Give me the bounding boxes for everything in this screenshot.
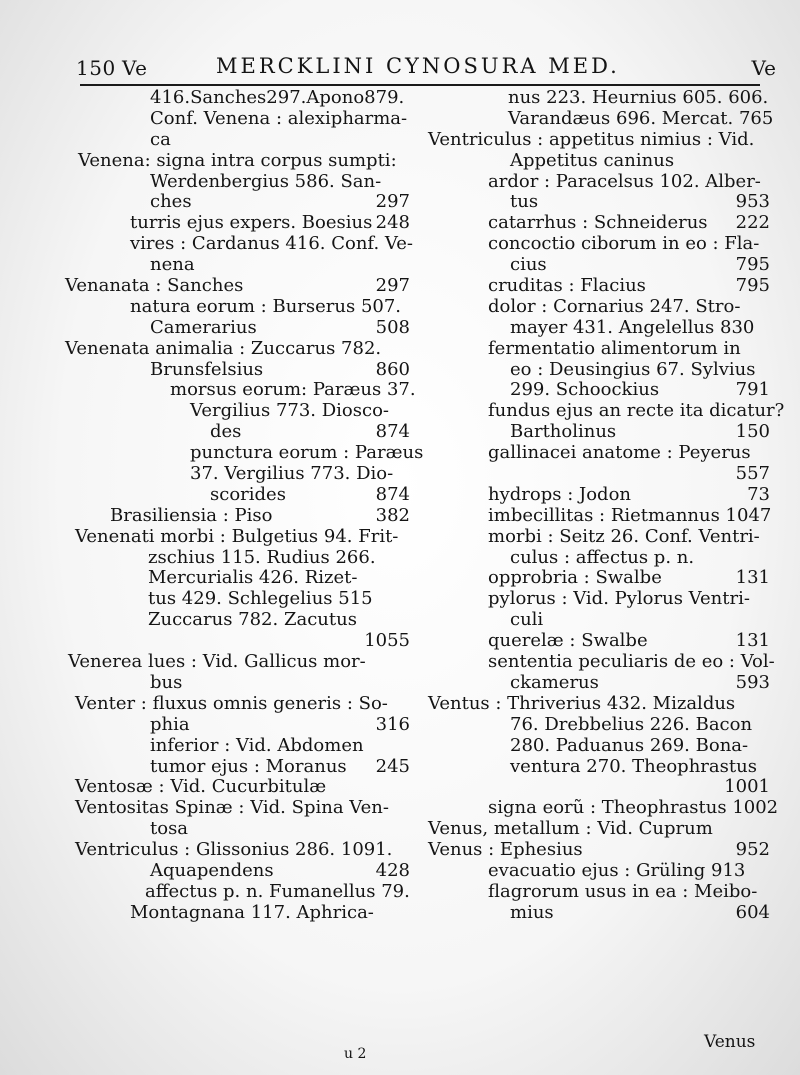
index-entry-text: 299. Schoockius (510, 379, 660, 401)
index-line (418, 568, 770, 589)
index-entry-text: Mercurialis 426. Rizet- (148, 567, 358, 589)
page-reference: 557 (735, 463, 770, 485)
index-entry-text: Werdenbergius 586. San- (150, 170, 382, 192)
index-line (418, 151, 770, 172)
page-reference: 297 (375, 191, 410, 213)
index-line (60, 631, 410, 652)
index-entry-text: Ventosæ : Vid. Cucurbitulæ (75, 776, 327, 798)
index-line (418, 840, 770, 861)
index-line (60, 213, 410, 234)
index-entry-text: bus (150, 671, 183, 693)
index-line (60, 777, 410, 798)
index-line (60, 276, 410, 297)
index-line (60, 589, 410, 610)
index-line (60, 652, 410, 673)
index-line (60, 736, 410, 757)
index-entry-text: ca (150, 128, 171, 150)
index-line (418, 360, 770, 381)
index-entry-text: Appetitus caninus (510, 149, 675, 171)
index-entry-text: 37. Vergilius 773. Dio- (190, 463, 394, 485)
index-line (418, 443, 770, 464)
page-reference: 874 (375, 483, 410, 505)
index-entry-text: tus 429. Schlegelius 515 (148, 588, 373, 610)
index-line (60, 757, 410, 778)
index-entry-text: Ventriculus : Glissonius 286. 1091. (75, 839, 393, 861)
page-reference: 1001 (724, 776, 770, 798)
index-entry-text: nena (150, 254, 195, 276)
index-entry-text: des (210, 421, 242, 443)
index-line (418, 318, 770, 339)
index-entry-text: sententia peculiaris de eo : Vol- (488, 651, 775, 673)
index-line (418, 673, 770, 694)
index-line (60, 673, 410, 694)
index-line (418, 861, 770, 882)
index-line (418, 422, 770, 443)
page-reference: 73 (747, 483, 770, 505)
index-line (418, 903, 770, 924)
index-line (60, 819, 410, 840)
index-entry-text: Venenata animalia : Zuccarus 782. (65, 337, 382, 359)
page-reference: 604 (735, 901, 770, 923)
index-line (60, 339, 410, 360)
index-entry-text: tus (510, 191, 539, 213)
index-entry-text: imbecillitas : Rietmannus 1047 (488, 504, 772, 526)
index-entry-text: vires : Cardanus 416. Conf. Ve- (130, 233, 413, 255)
index-line (418, 297, 770, 318)
index-entry-text: mius (510, 901, 554, 923)
page-reference: 795 (735, 254, 770, 276)
index-line (418, 107, 774, 130)
index-line (418, 380, 770, 401)
index-entry-text: tosa (150, 818, 189, 840)
index-line (60, 715, 410, 736)
index-entry-text: Brasiliensia : Piso (110, 504, 273, 526)
index-entry-text: ches (150, 191, 192, 213)
index-line (60, 109, 410, 130)
running-title: MERCKLINI CYNOSURA MED. (216, 54, 620, 78)
index-entry-text: Venanata : Sanches (65, 275, 244, 297)
index-entry-text: ventura 270. Theophrastus (510, 755, 757, 777)
index-entry-text: Venus, metallum : Vid. Cuprum (428, 818, 713, 840)
index-entry-text: scorides (210, 483, 286, 505)
index-line (60, 318, 410, 339)
index-entry-text: Brunsfelsius (150, 358, 264, 380)
page-reference: 860 (375, 358, 410, 380)
index-entry-text: natura eorum : Burserus 507. (130, 295, 402, 317)
page-reference: 508 (375, 316, 410, 338)
header-rule (80, 84, 760, 86)
index-line (418, 548, 770, 569)
index-entry-text: signa eorũ : Theophrastus 1002 (488, 797, 779, 819)
index-entry-text: culus : affectus p. n. (510, 546, 695, 568)
index-line (418, 255, 770, 276)
index-line (418, 88, 770, 109)
index-entry-text: morbi : Seitz 26. Conf. Ventri- (488, 525, 760, 547)
index-entry-text: Venena: signa intra corpus sumpti: (78, 149, 397, 171)
page-reference: 245 (375, 755, 410, 777)
index-line (60, 130, 410, 151)
index-entry-text: opprobria : Swalbe (488, 567, 662, 589)
index-line (418, 130, 770, 151)
page-reference: 953 (735, 191, 770, 213)
index-line (60, 798, 410, 819)
index-entry-text: zschius 115. Rudius 266. (148, 546, 376, 568)
signature-mark: u 2 (344, 1046, 367, 1062)
left-index-column (60, 87, 424, 924)
index-entry-text: 76. Drebbelius 226. Bacon (510, 713, 753, 735)
index-line (60, 506, 410, 527)
index-line (60, 568, 410, 589)
index-entry-text: culi (510, 609, 544, 631)
index-entry-text: dolor : Cornarius 247. Stro- (488, 295, 741, 317)
index-line (60, 422, 410, 443)
index-line (60, 464, 410, 485)
index-line (60, 840, 410, 861)
index-entry-text: Venerea lues : Vid. Gallicus mor- (68, 651, 366, 673)
index-entry-text: morsus eorum: Paræus 37. (170, 379, 416, 401)
index-line (418, 339, 770, 360)
index-entry-text: flagrorum usus in ea : Meibo- (488, 880, 758, 902)
right-index-column (418, 87, 785, 924)
index-line (418, 715, 770, 736)
index-entry-text: Montagnana 117. Aphrica- (130, 901, 374, 923)
index-line (60, 151, 410, 172)
page-reference: 952 (735, 839, 770, 861)
index-entry-text: Aquapendens (150, 859, 274, 881)
index-line (60, 255, 410, 276)
page-reference: 593 (735, 671, 770, 693)
index-line (60, 548, 410, 569)
index-entry-text: gallinacei anatome : Peyerus (488, 442, 751, 464)
index-entry-text: phia (150, 713, 190, 735)
index-line (60, 297, 410, 318)
index-entry-text: ardor : Paracelsus 102. Alber- (488, 170, 761, 192)
index-line (418, 400, 785, 422)
index-line (60, 172, 410, 193)
index-entry-text: affectus p. n. Fumanellus 79. (145, 880, 410, 902)
index-entry-text: Varandæus 696. Mercat. 765 (508, 107, 774, 129)
index-line (60, 861, 410, 882)
index-entry-text: eo : Deusingius 67. Sylvius (510, 358, 756, 380)
index-line (418, 213, 770, 234)
index-entry-text: Bartholinus (510, 421, 617, 443)
page-reference: 1055 (364, 630, 410, 652)
header-catch-right: Ve (751, 56, 776, 80)
index-entry-text: fermentatio alimentorum in (488, 337, 741, 359)
index-entry-text: fundus ejus an recte ita dicatur? (488, 400, 785, 422)
page-reference: 248 (375, 212, 410, 234)
index-line (60, 88, 410, 109)
index-entry-text: inferior : Vid. Abdomen (150, 734, 364, 756)
index-line (60, 610, 410, 631)
page-reference: 316 (375, 713, 410, 735)
index-line (418, 797, 779, 819)
index-entry-text: Ventus : Thriverius 432. Mizaldus (428, 692, 736, 714)
index-line (418, 527, 770, 548)
index-line (418, 819, 770, 840)
page-number: 150 (76, 56, 116, 80)
index-line (60, 442, 424, 464)
page-footer (14, 1032, 800, 1066)
index-entry-text: Camerarius (150, 316, 257, 338)
index-entry-text: Venenati morbi : Bulgetius 94. Frit- (75, 525, 399, 547)
index-line (418, 485, 770, 506)
page-reference: 297 (375, 275, 410, 297)
index-entry-text: Conf. Venena : alexipharma- (150, 107, 408, 129)
index-entry-text: tumor ejus : Moranus (150, 755, 347, 777)
index-entry-text: Venus : Ephesius (428, 839, 583, 861)
index-line (418, 172, 770, 193)
index-line (418, 882, 770, 903)
index-entry-text: nus 223. Heurnius 605. 606. (508, 87, 769, 108)
index-entry-text: Venter : fluxus omnis generis : So- (75, 692, 388, 714)
index-entry-text: mayer 431. Angelellus 830 (510, 316, 755, 338)
index-line (418, 192, 770, 213)
index-line (418, 631, 770, 652)
index-entry-text: concoctio ciborum in eo : Fla- (488, 233, 760, 255)
index-line (60, 360, 410, 381)
index-entry-text: Zuccarus 782. Zacutus (148, 609, 357, 631)
index-line (418, 234, 770, 255)
index-entry-text: catarrhus : Schneiderus (488, 212, 708, 234)
index-entry-text: ckamerus (510, 671, 599, 693)
index-line (418, 464, 770, 485)
index-line (418, 736, 770, 757)
index-line (60, 379, 416, 401)
running-header (76, 52, 776, 84)
index-entry-text: querelæ : Swalbe (488, 630, 648, 652)
index-entry-text: Vergilius 773. Diosco- (190, 400, 390, 422)
index-entry-text: Ventriculus : appetitus nimius : Vid. (428, 128, 755, 150)
index-entry-text: 416.Sanches297.Apono879. (150, 87, 405, 108)
index-line (60, 192, 410, 213)
index-entry-text: turris ejus expers. Boesius (130, 212, 373, 234)
index-line (60, 903, 410, 924)
page-reference: 382 (375, 504, 410, 526)
catchword: Venus (704, 1032, 756, 1052)
page-reference: 150 (735, 421, 770, 443)
index-line (60, 527, 410, 548)
page-reference: 222 (735, 212, 770, 234)
index-line (418, 506, 770, 527)
index-line (60, 694, 410, 715)
index-entry-text: cruditas : Flacius (488, 275, 646, 297)
page-reference: 795 (735, 275, 770, 297)
index-entry-text: hydrops : Jodon (488, 483, 631, 505)
index-line (418, 757, 770, 778)
index-line (418, 694, 770, 715)
index-line (60, 485, 410, 506)
page-reference: 131 (735, 630, 770, 652)
page-reference: 791 (735, 379, 770, 401)
index-entry-text: cius (510, 254, 547, 276)
index-entry-text: pylorus : Vid. Pylorus Ventri- (488, 588, 750, 610)
header-catch-left: Ve (122, 56, 148, 80)
page-reference: 131 (735, 567, 770, 589)
index-line (60, 233, 413, 255)
index-entry-text: Ventositas Spinæ : Vid. Spina Ven- (75, 797, 389, 819)
index-line (418, 651, 775, 673)
index-line (418, 610, 770, 631)
index-line (418, 276, 770, 297)
page-reference: 874 (375, 421, 410, 443)
index-line (60, 882, 410, 903)
index-line (418, 777, 770, 798)
page-reference: 428 (375, 859, 410, 881)
index-entry-text: 280. Paduanus 269. Bona- (510, 734, 749, 756)
index-line (60, 401, 410, 422)
index-entry-text: punctura eorum : Paræus (190, 442, 424, 464)
index-line (418, 589, 770, 610)
index-entry-text: evacuatio ejus : Grüling 913 (488, 859, 746, 881)
